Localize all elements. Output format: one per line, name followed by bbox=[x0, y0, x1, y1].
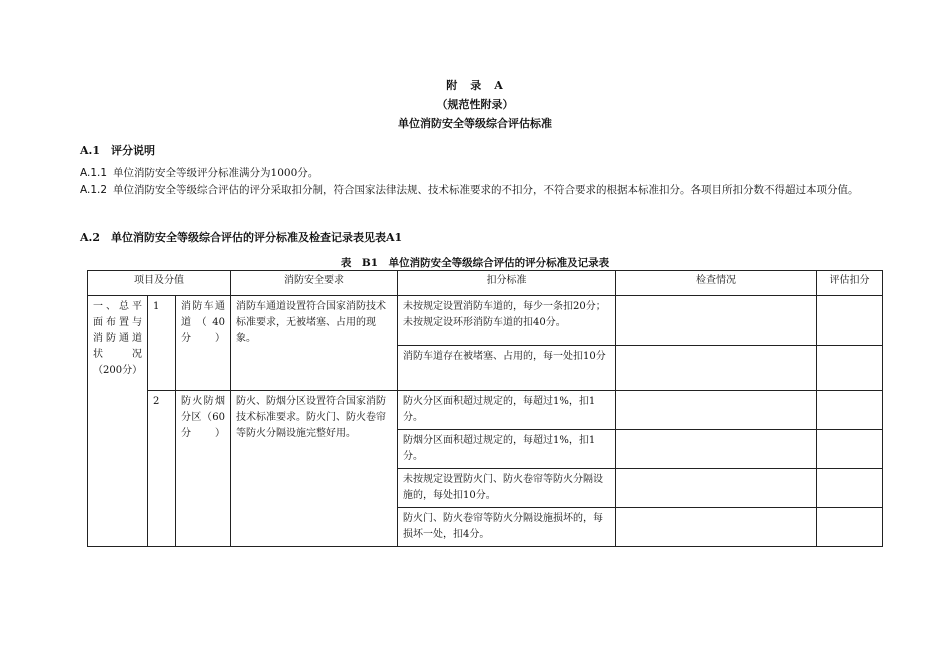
paragraph-a12 bbox=[80, 182, 880, 199]
criteria-cell: 防火分区面积超过规定的，每超过1%，扣1分。 bbox=[398, 391, 616, 430]
deduction-cell bbox=[817, 296, 883, 346]
inspection-cell bbox=[616, 469, 817, 508]
criteria-cell: 消防车道存在被堵塞、占用的，每一处扣10分 bbox=[398, 346, 616, 391]
criteria-cell: 防烟分区面积超过规定的，每超过1%，扣1分。 bbox=[398, 430, 616, 469]
deduction-cell bbox=[817, 391, 883, 430]
item-name: 消防车通道（40分） bbox=[176, 296, 231, 391]
inspection-cell bbox=[616, 508, 817, 547]
deduction-cell bbox=[817, 430, 883, 469]
header-deduction: 评估扣分 bbox=[817, 271, 883, 296]
paragraph-a12-text: 单位消防安全等级综合评估的评分采取扣分制，符合国家法律法规、技术标准要求的不扣分，不符合要求的根据本标准扣分。各项目所扣分数不得超过本项分值。 bbox=[113, 184, 859, 196]
paragraph-a11-text: 单位消防安全等级评分标准满分为1000分。 bbox=[113, 167, 319, 179]
category-cell: 一、总平面布置与消防通道状况（200分） bbox=[88, 296, 148, 547]
document-title: 单位消防安全等级综合评估标准 bbox=[398, 117, 552, 130]
table-row bbox=[88, 391, 883, 430]
table-row bbox=[88, 296, 883, 346]
inspection-cell bbox=[616, 430, 817, 469]
header-criteria: 扣分标准 bbox=[398, 271, 616, 296]
deduction-cell bbox=[817, 346, 883, 391]
section-a2-heading: A.2 单位消防安全等级综合评估的评分标准及检查记录表见表A1 bbox=[80, 231, 403, 244]
appendix-subtitle: （规范性附录） bbox=[436, 98, 514, 111]
item-number: 2 bbox=[148, 391, 176, 547]
item-name: 防火防烟分区（60分） bbox=[176, 391, 231, 547]
section-a1-heading: A.1 评分说明 bbox=[80, 144, 156, 157]
criteria-cell: 未按规定设置防火门、防火卷帘等防火分隔设施的，每处扣10分。 bbox=[398, 469, 616, 508]
paragraph-a12-number: A.1.2 bbox=[80, 184, 108, 196]
inspection-cell bbox=[616, 391, 817, 430]
criteria-cell: 未按规定设置消防车道的，每少一条扣20分；未按规定设环形消防车道的扣40分。 bbox=[398, 296, 616, 346]
item-number: 1 bbox=[148, 296, 176, 391]
table-header-row bbox=[88, 271, 883, 296]
item-requirement: 防火、防烟分区设置符合国家消防技术标准要求。防火门、防火卷帘等防火分隔设施完整好用。 bbox=[231, 391, 398, 547]
evaluation-table bbox=[87, 270, 883, 547]
inspection-cell bbox=[616, 346, 817, 391]
paragraph-a11-number: A.1.1 bbox=[80, 167, 108, 179]
criteria-cell: 防火门、防火卷帘等防火分隔设施损坏的，每损坏一处，扣4分。 bbox=[398, 508, 616, 547]
table-caption: 表 B1 单位消防安全等级综合评估的评分标准及记录表 bbox=[340, 257, 610, 269]
deduction-cell bbox=[817, 508, 883, 547]
paragraph-a11 bbox=[80, 165, 880, 182]
header-item-score: 项目及分值 bbox=[88, 271, 231, 296]
header-requirement: 消防安全要求 bbox=[231, 271, 398, 296]
appendix-title: 附 录 A bbox=[446, 79, 504, 92]
deduction-cell bbox=[817, 469, 883, 508]
item-requirement: 消防车通道设置符合国家消防技术标准要求，无被堵塞、占用的现象。 bbox=[231, 296, 398, 391]
inspection-cell bbox=[616, 296, 817, 346]
header-inspection: 检查情况 bbox=[616, 271, 817, 296]
